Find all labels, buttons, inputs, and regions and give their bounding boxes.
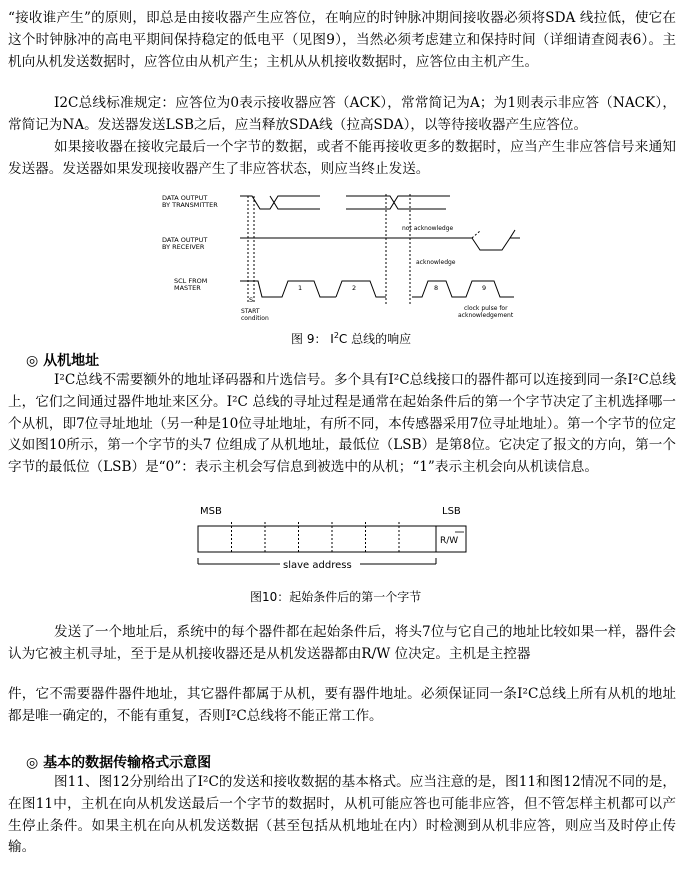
pulse-2: 2 [352, 284, 357, 292]
figure-9-caption: 图 9： $I^2C$ 总线的响应 [291, 331, 412, 346]
transmitter-waveform [240, 196, 450, 209]
label-acknowledge: acknowledge [416, 259, 456, 266]
label-rw: R/W [440, 536, 459, 546]
label-data-transmitter-2: BY TRANSMITTER [162, 201, 218, 209]
paragraph-basic-format: 图11、图12分别给出了I²C的发送和接收数据的基本格式。应当注意的是，图11和图12情况不同的是，在图11中，主机在向从机发送最后一个字节的数据时，从机可能应答也可能非应答，但不管怎样主机都可以产生停止条件。如果主机在向从机发送数据（甚至包括从机地址在内）时检测到从机非应答，则应当及时停止传输。 [8, 774, 676, 856]
label-slave-address: slave address [283, 560, 352, 571]
figure-9-timing-diagram [150, 186, 530, 326]
figure-10-caption: 图10：起始条件后的第一个字节 [250, 590, 422, 604]
paragraph-slave-address: I²C总线不需要额外的地址译码器和片选信号。多个具有I²C总线接口的器件都可以连接到同一条I²C总线上，它们之间通过器件地址来区分。I²C 总线的寻址过程是通常在起始条件后的第一个字节决定了主机选择哪一个从机，即7位寻址地址（另一种是10位寻址地址，有所不同，本传感器采用7位寻址地址）。第一个字节的位定义如图10所示，第一个字节的头7 位组成了从机地址，最低位（LSB）是第8位。它决定了报文的方向，第一个字节的最低位（LSB）是“0”：表示主机会写信息到被选中的从机；“1”表示主机会向从机读信息。 [8, 372, 676, 476]
label-not-acknowledge: not acknowledge [402, 225, 454, 232]
figure-10-byte-diagram [180, 500, 500, 600]
label-start-condition: START [241, 308, 260, 315]
label-lsb: LSB [442, 506, 461, 517]
label-scl-master: SCL FROM [174, 277, 208, 285]
label-start-condition-2: condition [241, 315, 269, 322]
receiver-waveform [240, 230, 520, 250]
paragraph-nack-usage: 如果接收器在接收完最后一个字节的数据，或者不能再接收更多的数据时，应当产生非应答信号来通知发送器。发送器如果发现接收器产生了非应答状态，则应当终止发送。 [8, 139, 676, 177]
label-scl-master-2: MASTER [174, 284, 201, 292]
heading-basic-format: ◎ 基本的数据传输格式示意图 [26, 755, 212, 771]
label-clock-pulse-2: acknowledgement [458, 312, 514, 319]
paragraph-unique-address: 件，它不需要器件器件地址，其它器件都属于从机，要有器件地址。必须保证同一条I²C总线上所有从机的地址都是唯一确定的，不能有重复，否则I²C总线将不能正常工作。 [8, 686, 676, 724]
pulse-1: 1 [298, 284, 303, 292]
label-msb: MSB [200, 506, 222, 517]
pulse-8: 8 [434, 284, 439, 292]
pulse-9: 9 [482, 284, 487, 292]
scl-waveform [240, 281, 514, 297]
label-clock-pulse: clock pulse for [464, 305, 508, 312]
label-start-s: S [249, 296, 254, 304]
paragraph-address-compare: 发送了一个地址后，系统中的每个器件都在起始条件后，将头7位与它自己的地址比较如果一样，器件会认为它被主机寻址，至于是从机接收器还是从机发送器都由R/W 位决定。主机是主控器 [8, 624, 676, 662]
label-data-transmitter: DATA OUTPUT [162, 194, 208, 202]
heading-slave-address: ◎ 从机地址 [26, 353, 100, 369]
paragraph-ack-definition: I2C总线标准规定：应答位为0表示接收器应答（ACK），常常简记为A；为1则表示非应答（NACK），常简记为NA。发送器发送LSB之后，应当释放SDA线（拉高SDA），以等待接收器产生应答位。 [8, 95, 676, 133]
break-marks [248, 194, 410, 304]
label-data-receiver: DATA OUTPUT [162, 236, 208, 244]
paragraph-ack-principle: “接收谁产生”的原则，即总是由接收器产生应答位，在响应的时钟脉冲期间接收器必须将SDA 线拉低，使它在这个时钟脉冲的高电平期间保持稳定的低电平（见图9），当然必须考虑建立和保持时间（详细请查阅表6）。主机向从机发送数据时，应答位由从机产生；主机从从机接收数据时，应答位由主机产生。 [8, 10, 676, 70]
label-data-receiver-2: BY RECEIVER [162, 243, 205, 251]
